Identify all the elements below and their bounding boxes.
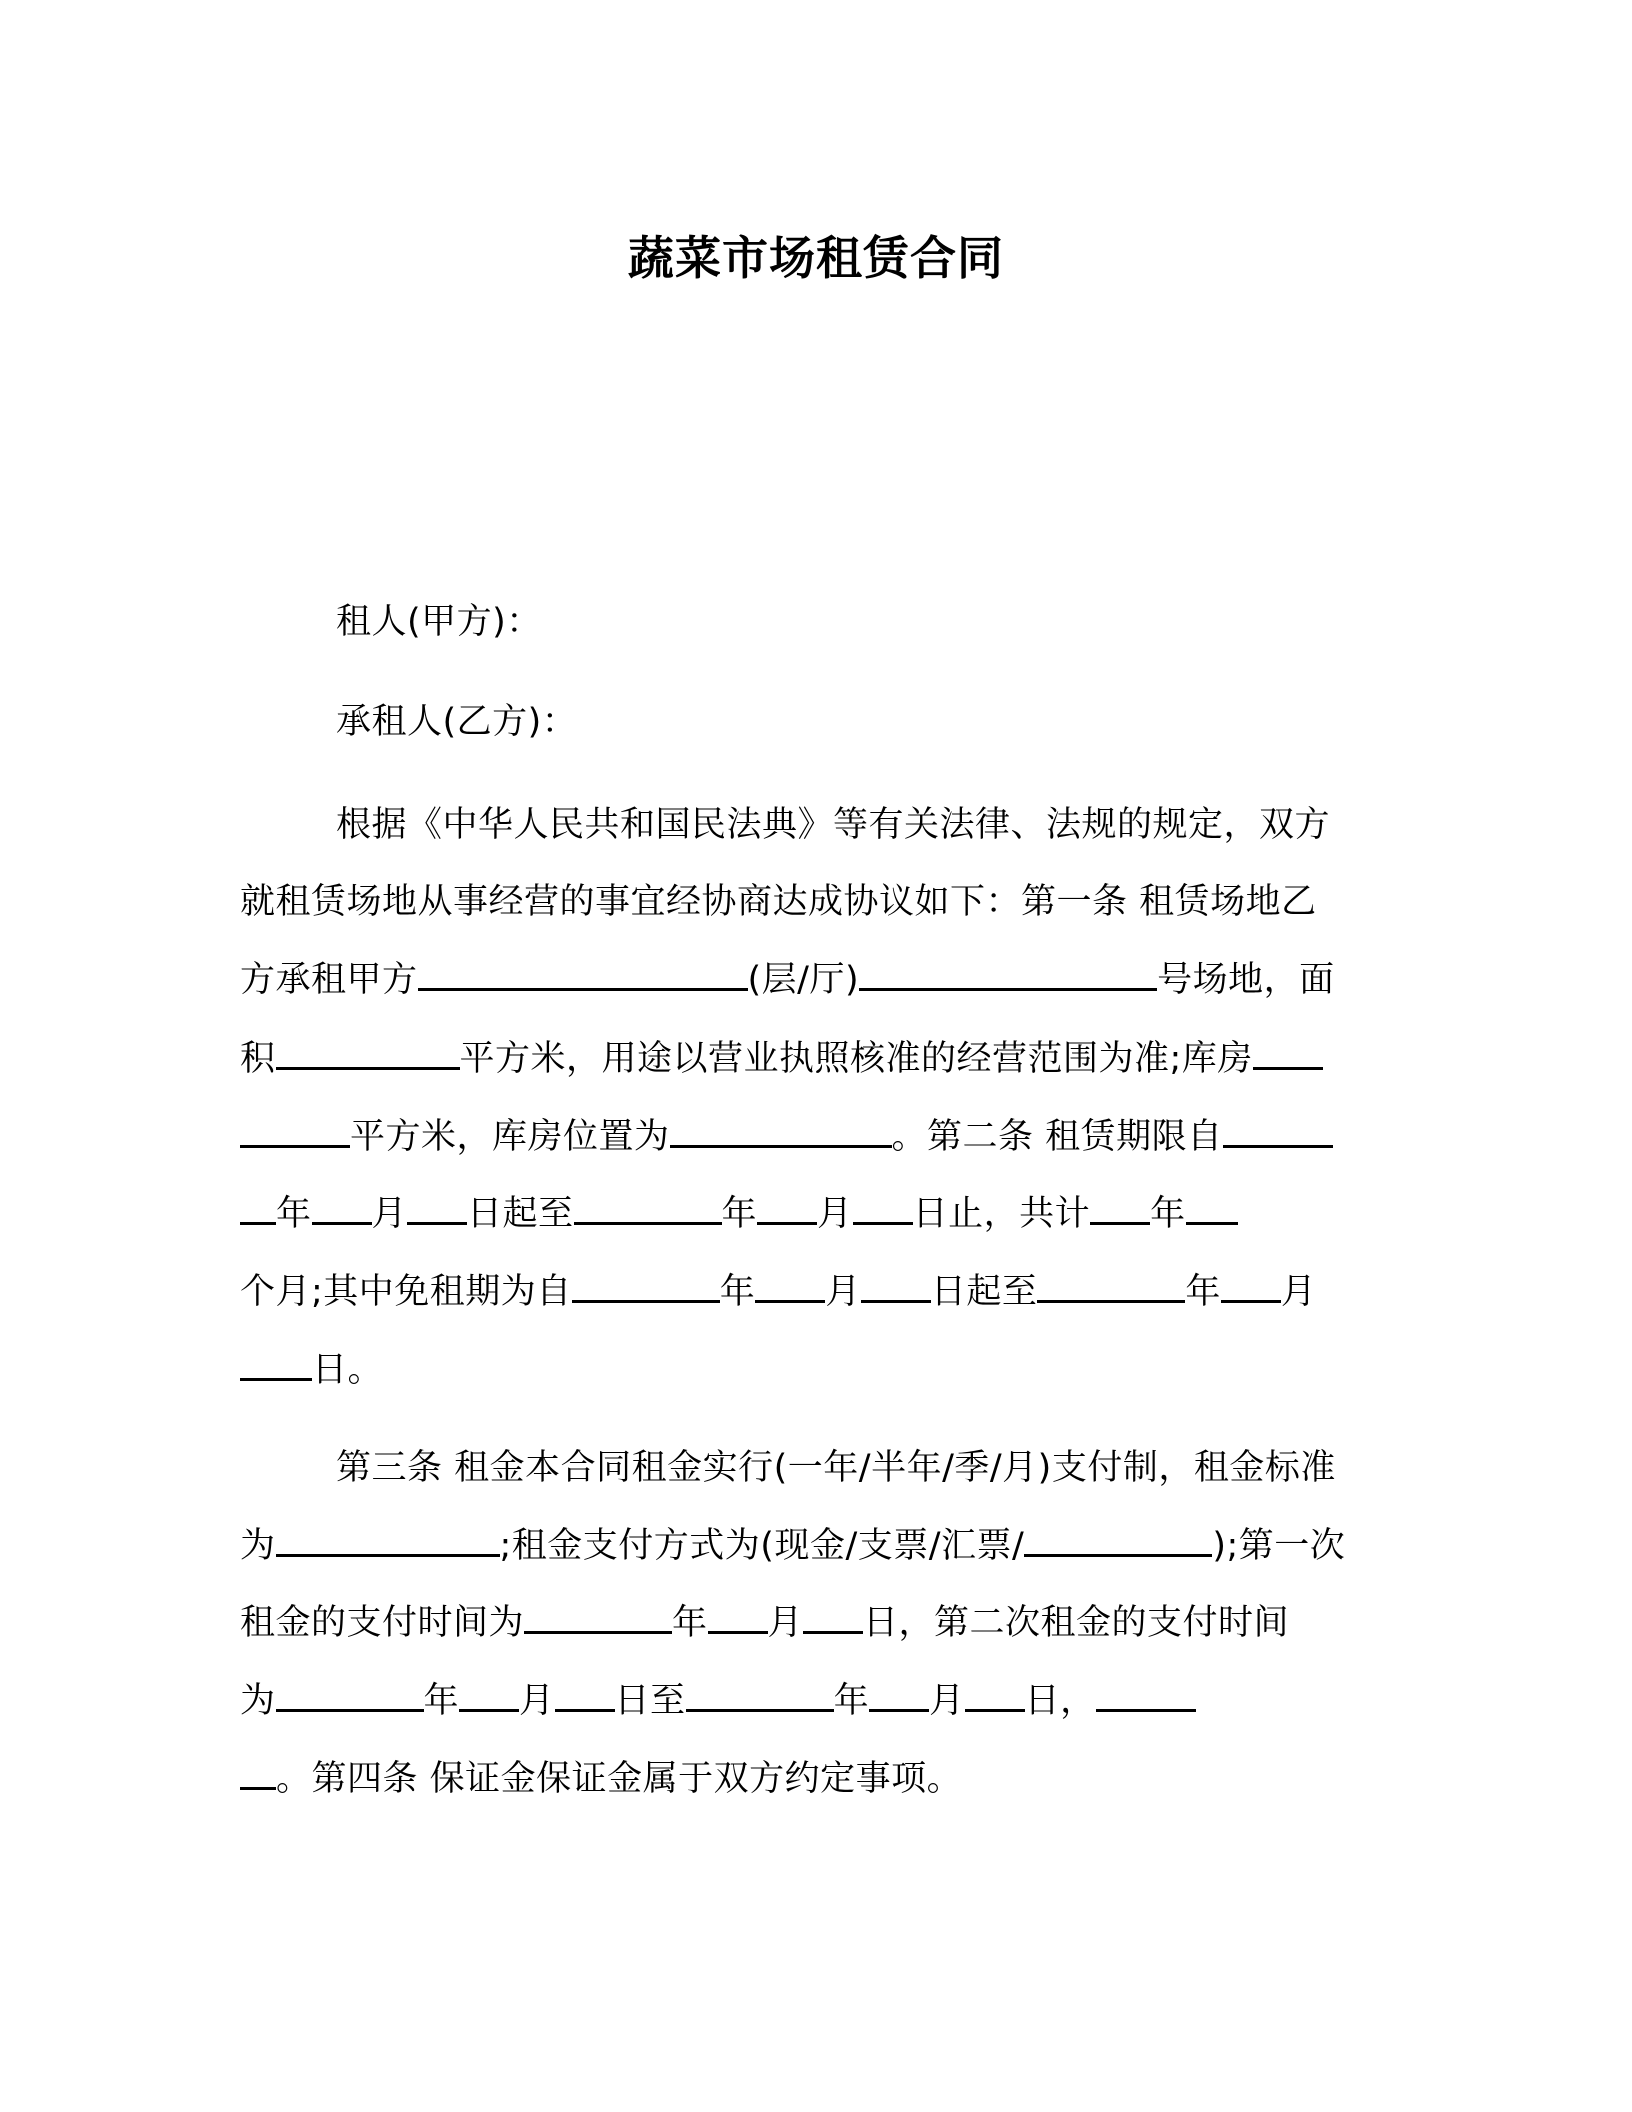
paragraph-line xyxy=(240,1192,1238,1236)
paragraph-line xyxy=(240,1115,1333,1159)
text-run: 月 xyxy=(519,1681,555,1721)
text-run: 年 xyxy=(1185,1272,1221,1312)
paragraph-line xyxy=(240,1679,1196,1723)
text-run: 年 xyxy=(833,1681,870,1721)
text-run: (层/厅) xyxy=(747,960,860,1000)
fill-blank[interactable] xyxy=(1090,1218,1150,1225)
paragraph-line xyxy=(240,1348,383,1392)
text-run: 日， xyxy=(1024,1681,1096,1721)
paragraph-line xyxy=(240,958,1335,1002)
paragraph-line xyxy=(240,1601,1289,1645)
lessee-label: 承租人(乙方)： xyxy=(336,702,578,742)
fill-blank[interactable] xyxy=(240,1374,312,1381)
text-run: ;租金支付方式为(现金/支票/汇票/ xyxy=(499,1526,1025,1566)
fill-blank[interactable] xyxy=(572,1296,720,1303)
fill-blank[interactable] xyxy=(670,1141,892,1148)
paragraph-line xyxy=(240,880,1317,924)
fill-blank[interactable] xyxy=(965,1705,1025,1712)
text-run: 第三条 租金本合同租金实行(一年/半年/季/月)支付制，租金标准 xyxy=(336,1448,1336,1488)
fill-blank[interactable] xyxy=(755,1296,825,1303)
text-run: 日起至 xyxy=(930,1272,1038,1312)
text-run: 积 xyxy=(240,1039,276,1079)
fill-blank[interactable] xyxy=(1024,1550,1212,1557)
fill-blank[interactable] xyxy=(555,1705,615,1712)
text-run: 年 xyxy=(672,1603,708,1643)
text-run: 日，第二次租金的支付时间 xyxy=(863,1603,1290,1643)
text-run: 个月;其中免租期为自 xyxy=(240,1272,572,1312)
text-run: 年 xyxy=(276,1194,312,1234)
fill-blank[interactable] xyxy=(407,1218,467,1225)
fill-blank[interactable] xyxy=(859,984,1157,991)
text-run: 。第二条 租赁期限自 xyxy=(891,1117,1223,1157)
text-run: 为 xyxy=(240,1526,276,1566)
fill-blank[interactable] xyxy=(276,1550,500,1557)
text-run: 就租赁场地从事经营的事宜经协商达成协议如下：第一条 租赁场地乙 xyxy=(240,882,1317,922)
paragraph-line xyxy=(240,1270,1316,1314)
text-run: 日至 xyxy=(614,1681,686,1721)
text-run: 平方米，库房位置为 xyxy=(350,1117,670,1157)
text-run: 月 xyxy=(371,1194,408,1234)
text-run: 为 xyxy=(240,1681,276,1721)
fill-blank[interactable] xyxy=(803,1627,863,1634)
paragraph-line xyxy=(336,803,1330,847)
paragraph-line xyxy=(240,1037,1323,1081)
fill-blank[interactable] xyxy=(524,1627,672,1634)
fill-blank[interactable] xyxy=(459,1705,519,1712)
lessor-line xyxy=(336,600,542,644)
fill-blank[interactable] xyxy=(1221,1296,1281,1303)
fill-blank[interactable] xyxy=(276,1063,460,1070)
text-run: 年 xyxy=(423,1681,460,1721)
fill-blank[interactable] xyxy=(418,984,748,991)
text-run: 年 xyxy=(721,1194,758,1234)
lessor-label: 租人(甲方)： xyxy=(336,602,542,642)
fill-blank[interactable] xyxy=(686,1705,834,1712)
lessee-line xyxy=(336,700,577,744)
fill-blank[interactable] xyxy=(757,1218,817,1225)
text-run: 租金的支付时间为 xyxy=(240,1603,525,1643)
paragraph-line xyxy=(240,1757,962,1801)
paragraph-line xyxy=(240,1524,1345,1568)
text-run: 日。 xyxy=(312,1350,384,1390)
text-run: 日起至 xyxy=(467,1194,574,1234)
fill-blank[interactable] xyxy=(240,1218,276,1225)
text-run: 年 xyxy=(1150,1194,1186,1234)
text-run: 月 xyxy=(1280,1272,1317,1312)
text-run: 月 xyxy=(825,1272,861,1312)
fill-blank[interactable] xyxy=(869,1705,929,1712)
text-run: 。第四条 保证金保证金属于双方约定事项。 xyxy=(276,1759,963,1799)
text-run: 日止，共计 xyxy=(912,1194,1091,1234)
fill-blank[interactable] xyxy=(853,1218,913,1225)
text-run: 月 xyxy=(767,1603,804,1643)
text-run: 年 xyxy=(719,1272,756,1312)
fill-blank[interactable] xyxy=(240,1783,276,1790)
fill-blank[interactable] xyxy=(1223,1141,1333,1148)
document-title: 蔬菜市场租赁合同 xyxy=(628,231,1004,285)
text-run: 方承租甲方 xyxy=(240,960,418,1000)
fill-blank[interactable] xyxy=(276,1705,424,1712)
fill-blank[interactable] xyxy=(861,1296,931,1303)
text-run: 根据《中华人民共和国民法典》等有关法律、法规的规定，双方 xyxy=(336,805,1331,845)
fill-blank[interactable] xyxy=(1037,1296,1185,1303)
text-run: 平方米，用途以营业执照核准的经营范围为准;库房 xyxy=(459,1039,1253,1079)
fill-blank[interactable] xyxy=(1186,1218,1238,1225)
text-run: 月 xyxy=(929,1681,965,1721)
text-run: );第一次 xyxy=(1212,1526,1346,1566)
fill-blank[interactable] xyxy=(708,1627,768,1634)
text-run: 月 xyxy=(817,1194,853,1234)
fill-blank[interactable] xyxy=(1253,1063,1323,1070)
fill-blank[interactable] xyxy=(574,1218,722,1225)
paragraph-line xyxy=(336,1446,1336,1490)
fill-blank[interactable] xyxy=(312,1218,372,1225)
fill-blank[interactable] xyxy=(1096,1705,1196,1712)
fill-blank[interactable] xyxy=(240,1141,350,1148)
text-run: 号场地，面 xyxy=(1157,960,1335,1000)
